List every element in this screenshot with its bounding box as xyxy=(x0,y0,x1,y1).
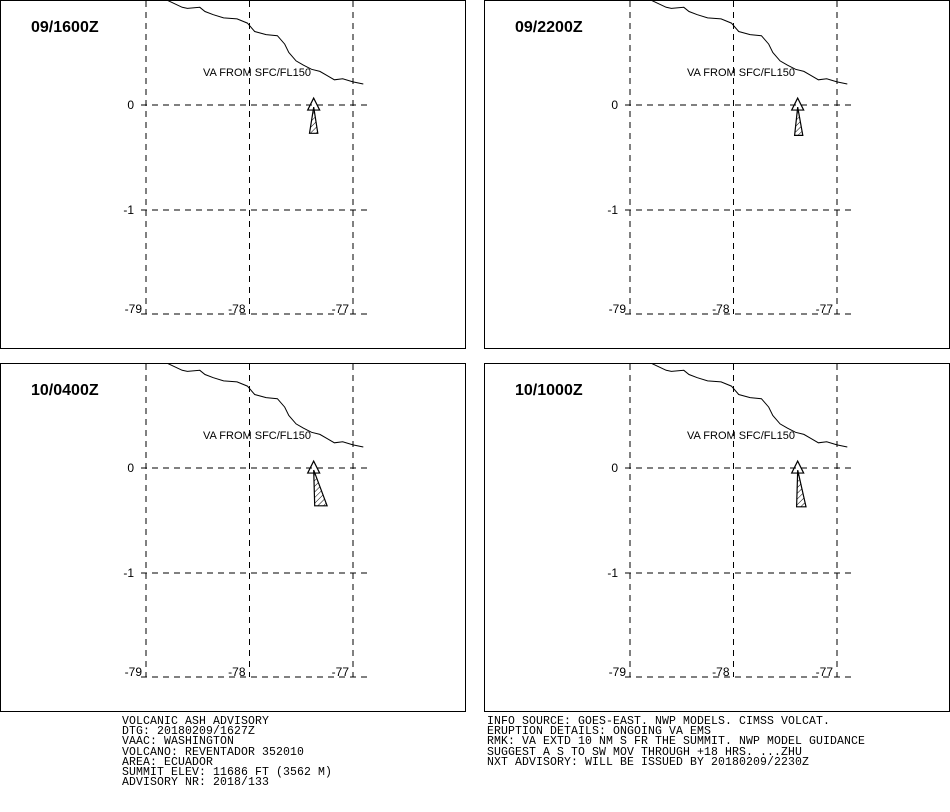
forecast-panel-4 xyxy=(484,363,950,712)
ash-cloud-polygon xyxy=(314,470,327,506)
forecast-panel-1 xyxy=(0,0,466,349)
advisory-line: VAAC: WASHINGTON xyxy=(122,735,235,749)
lat-tick-label: 0 xyxy=(127,461,134,475)
lon-tick-label: -77 xyxy=(815,302,833,316)
lon-tick-label: -77 xyxy=(331,665,349,679)
panel-time: 10/1000Z xyxy=(515,382,583,399)
va-layer-label: VA FROM SFC/FL150 xyxy=(687,430,795,442)
lon-tick-label: -79 xyxy=(608,665,626,679)
advisory-line: ADVISORY NR: 2018/133 xyxy=(122,776,270,790)
lon-tick-label: -79 xyxy=(124,665,142,679)
lat-tick-label: -1 xyxy=(123,566,134,580)
ash-cloud-polygon xyxy=(310,107,318,133)
advisory-line: VOLCANIC ASH ADVISORY xyxy=(122,715,270,728)
panel-time: 10/0400Z xyxy=(31,382,99,399)
advisory-line: INFO SOURCE: GOES-EAST. NWP MODELS. CIMSS VOLCAT. xyxy=(487,715,831,728)
lat-tick-label: -1 xyxy=(607,203,618,217)
panel-time: 09/1600Z xyxy=(31,19,99,36)
lon-tick-label: -78 xyxy=(228,665,246,679)
advisory-header-text xyxy=(122,717,332,788)
advisory-line: SUGGEST A S TO SW MOV THROUGH +18 HRS. ...ZHU xyxy=(487,745,803,759)
panel-time: 09/2200Z xyxy=(515,19,583,36)
advisory-details-text xyxy=(487,717,865,768)
lon-tick-label: -78 xyxy=(228,302,246,316)
map-canvas xyxy=(1,1,466,349)
lat-tick-label: -1 xyxy=(607,566,618,580)
advisory-line: NXT ADVISORY: WILL BE ISSUED BY 20180209/2230Z xyxy=(487,755,810,769)
advisory-line: ERUPTION DETAILS: ONGOING VA EMS xyxy=(487,725,712,739)
lat-tick-label: 0 xyxy=(611,461,618,475)
lon-tick-label: -77 xyxy=(815,665,833,679)
advisory-line: RMK: VA EXTD 10 NM S FR THE SUMMIT. NWP MODEL GUIDANCE xyxy=(487,735,866,749)
va-layer-label: VA FROM SFC/FL150 xyxy=(203,67,311,79)
lon-tick-label: -78 xyxy=(712,302,730,316)
lat-tick-label: 0 xyxy=(127,98,134,112)
lat-tick-label: 0 xyxy=(611,98,618,112)
advisory-line: VOLCANO: REVENTADOR 352010 xyxy=(122,745,305,759)
lon-tick-label: -77 xyxy=(331,302,349,316)
map-canvas xyxy=(485,364,950,712)
forecast-panel-3 xyxy=(0,363,466,712)
map-canvas xyxy=(1,364,466,712)
map-canvas xyxy=(485,1,950,349)
va-layer-label: VA FROM SFC/FL150 xyxy=(203,430,311,442)
advisory-line: AREA: ECUADOR xyxy=(122,755,214,769)
advisory-line: SUMMIT ELEV: 11686 FT (3562 M) xyxy=(122,766,333,780)
lat-tick-label: -1 xyxy=(123,203,134,217)
ash-cloud-polygon xyxy=(795,107,803,135)
ash-cloud-polygon xyxy=(797,470,806,507)
va-layer-label: VA FROM SFC/FL150 xyxy=(687,67,795,79)
forecast-panel-2 xyxy=(484,0,950,349)
lon-tick-label: -79 xyxy=(124,302,142,316)
advisory-line: DTG: 20180209/1627Z xyxy=(122,725,256,739)
lon-tick-label: -79 xyxy=(608,302,626,316)
lon-tick-label: -78 xyxy=(712,665,730,679)
